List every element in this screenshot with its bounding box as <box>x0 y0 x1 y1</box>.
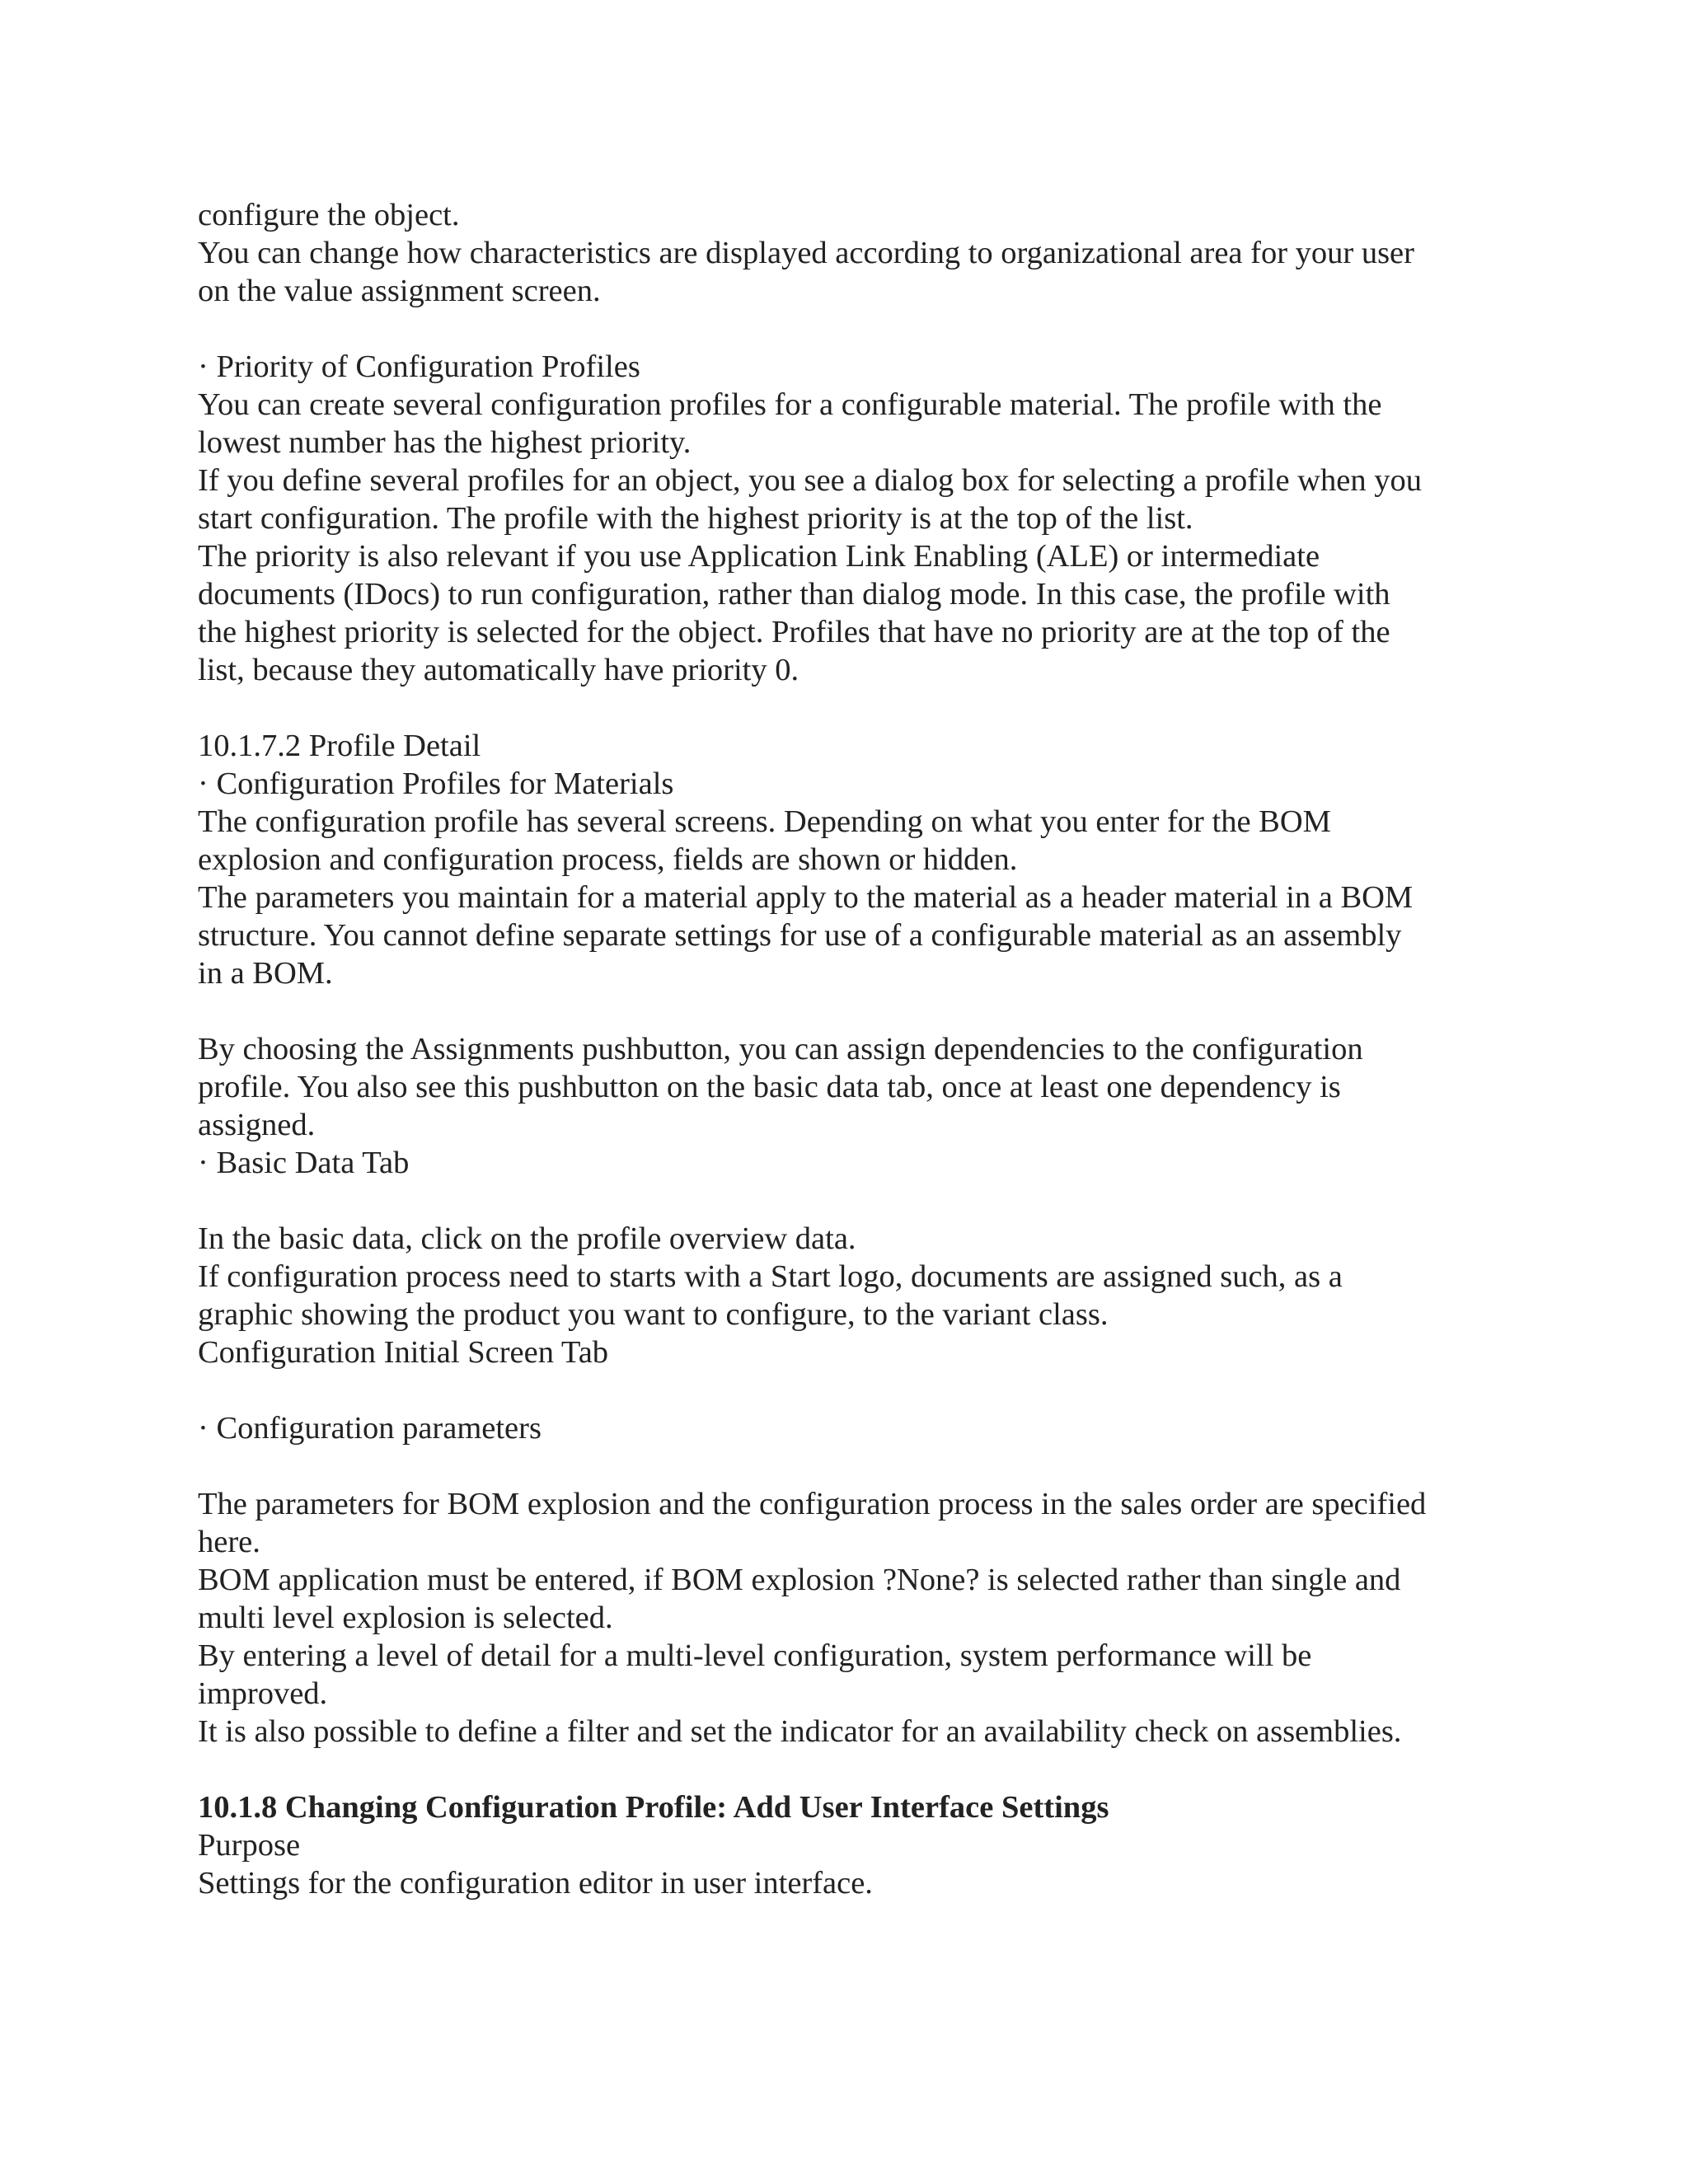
text-line: on the value assignment screen. <box>198 274 601 308</box>
text-line: Settings for the configuration editor in user interface. <box>198 1866 873 1900</box>
text-line: The parameters for BOM explosion and the configuration process in the sales order are specified <box>198 1487 1427 1521</box>
text-line: You can create several configuration profiles for a configurable material. The profile with the <box>198 387 1382 422</box>
blank-line <box>198 992 1500 1030</box>
text-line: lowest number has the highest priority. <box>198 425 692 460</box>
text-line: By entering a level of detail for a multi-level configuration, system performance will be <box>198 1638 1312 1673</box>
text-line: The parameters you maintain for a material apply to the material as a header material in a BOM <box>198 880 1414 915</box>
text-line: documents (IDocs) to run configuration, rather than dialog mode. In this case, the profile with <box>198 577 1390 612</box>
text-line: · Basic Data Tab <box>198 1146 410 1180</box>
text-line: profile. You also see this pushbutton on the basic data tab, once at least one dependency is <box>198 1070 1341 1104</box>
text-line: graphic showing the product you want to configure, to the variant class. <box>198 1297 1109 1332</box>
blank-line <box>198 1750 1500 1788</box>
document-page <box>198 196 1500 1902</box>
text-line: · Configuration Profiles for Materials <box>198 766 674 801</box>
blank-line <box>198 1447 1500 1485</box>
text-line: multi level explosion is selected. <box>198 1601 613 1635</box>
text-line: Purpose <box>198 1828 301 1863</box>
text-line: You can change how characteristics are displayed according to organizational area for your user <box>198 236 1414 270</box>
text-line: Configuration Initial Screen Tab <box>198 1335 609 1370</box>
text-line: improved. <box>198 1676 328 1711</box>
section-heading: 10.1.8 Changing Configuration Profile: Add User Interface Settings <box>198 1790 1109 1825</box>
text-line: By choosing the Assignments pushbutton, you can assign dependencies to the configuration <box>198 1032 1363 1066</box>
text-line: 10.1.7.2 Profile Detail <box>198 729 481 763</box>
text-line: list, because they automatically have priority 0. <box>198 653 799 687</box>
text-line: in a BOM. <box>198 956 333 991</box>
text-line: · Configuration parameters <box>198 1411 542 1446</box>
text-line: If configuration process need to starts with a Start logo, documents are assigned such, as a <box>198 1259 1343 1294</box>
text-line: explosion and configuration process, fields are shown or hidden. <box>198 842 1018 877</box>
text-line: the highest priority is selected for the object. Profiles that have no priority are at the top of the <box>198 615 1390 649</box>
text-line: The configuration profile has several screens. Depending on what you enter for the BOM <box>198 804 1331 839</box>
text-line: If you define several profiles for an object, you see a dialog box for selecting a profile when you <box>198 463 1422 498</box>
text-line: start configuration. The profile with the highest priority is at the top of the list. <box>198 501 1193 536</box>
blank-line <box>198 1371 1500 1409</box>
text-line: The priority is also relevant if you use Application Link Enabling (ALE) or intermediate <box>198 539 1320 574</box>
blank-line <box>198 689 1500 727</box>
text-line: BOM application must be entered, if BOM explosion ?None? is selected rather than single and <box>198 1563 1401 1597</box>
text-line: · Priority of Configuration Profiles <box>198 349 640 384</box>
blank-line <box>198 1182 1500 1220</box>
text-line: It is also possible to define a filter and set the indicator for an availability check on assemblies. <box>198 1714 1402 1749</box>
text-line: here. <box>198 1525 260 1559</box>
text-line: structure. You cannot define separate settings for use of a configurable material as an assembly <box>198 918 1402 953</box>
text-line: assigned. <box>198 1108 316 1142</box>
blank-line <box>198 310 1500 348</box>
text-line: In the basic data, click on the profile overview data. <box>198 1221 856 1256</box>
text-line: configure the object. <box>198 198 460 232</box>
